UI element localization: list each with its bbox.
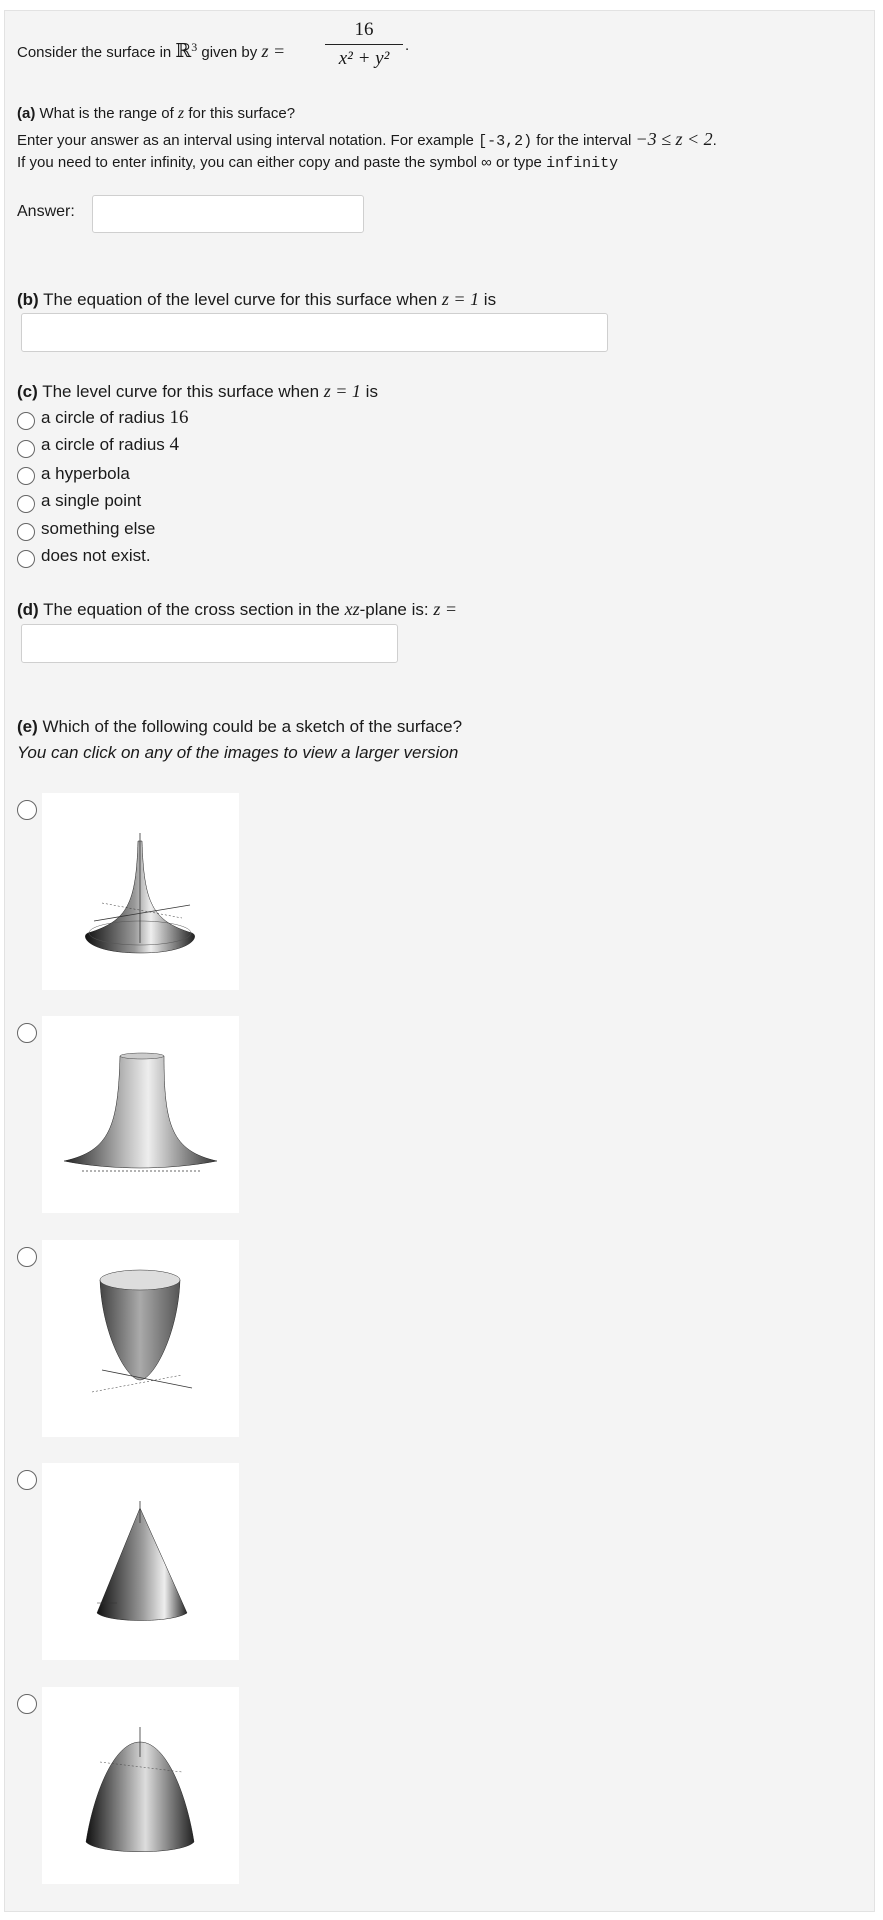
hint1-code: [-3,2) xyxy=(478,133,533,150)
option-text-6: does not exist. xyxy=(41,546,151,565)
part-a-question-post: for this surface? xyxy=(184,105,296,122)
option-radio-6[interactable] xyxy=(17,550,35,568)
fraction-denominator: x² + y² xyxy=(338,48,390,69)
part-c-question-pre: The level curve for this surface when xyxy=(42,382,324,401)
image-radio-1[interactable] xyxy=(17,800,37,820)
surface-image-4[interactable] xyxy=(42,1463,239,1660)
image-radio-4[interactable] xyxy=(17,1470,37,1490)
hint1-end: . xyxy=(712,132,717,149)
part-b-letter: (b) xyxy=(17,290,39,309)
part-e-note: You can click on any of the images to view a larger version xyxy=(17,743,459,762)
part-a-question-pre: What is the range of xyxy=(39,105,178,122)
part-a-hint1 xyxy=(17,129,717,152)
hint2-code: infinity xyxy=(546,155,619,172)
part-e-letter: (e) xyxy=(17,717,38,736)
intro-prefix: Consider the surface in xyxy=(17,44,176,61)
surface-image-1[interactable] xyxy=(42,793,239,990)
option-label-5[interactable] xyxy=(41,518,155,540)
part-d-letter: (d) xyxy=(17,600,39,619)
intro-middle: given by xyxy=(197,44,262,61)
part-d-answer-input[interactable] xyxy=(21,624,398,663)
part-c-question-post: is xyxy=(360,382,378,401)
option-radio-3[interactable] xyxy=(17,467,35,485)
image-radio-2[interactable] xyxy=(17,1023,37,1043)
part-d-question xyxy=(17,599,457,620)
option-radio-1[interactable] xyxy=(17,412,35,430)
part-a-answer-input[interactable] xyxy=(92,195,364,233)
intro-z-eq: z = xyxy=(261,41,286,61)
hint1-pre: Enter your answer as an interval using interval notation. For example xyxy=(17,132,479,149)
option-text-1: a circle of radius xyxy=(41,408,170,427)
option-math-2: 4 xyxy=(169,434,179,455)
surface-image-3[interactable] xyxy=(42,1240,239,1437)
option-label-2[interactable] xyxy=(41,434,179,456)
part-d-question-mid: -plane is: xyxy=(359,600,434,619)
option-text-3: a hyperbola xyxy=(41,464,130,483)
option-label-1[interactable] xyxy=(41,407,189,429)
part-b-math: z = 1 xyxy=(441,289,480,309)
part-b-question-post: is xyxy=(479,290,497,309)
intro-suffix: . xyxy=(405,37,410,54)
part-e-question xyxy=(17,717,462,737)
image-radio-3[interactable] xyxy=(17,1247,37,1267)
hint2-pre: If you need to enter infinity, you can either copy and paste the symbol ∞ or type xyxy=(17,154,547,171)
part-c-letter: (c) xyxy=(17,382,38,401)
space-symbol: ℝ xyxy=(175,41,192,62)
part-b-question-pre: The equation of the level curve for this surface when xyxy=(43,290,442,309)
fraction-numerator: 16 xyxy=(354,19,374,40)
intro-text xyxy=(17,37,285,63)
surface-image-2[interactable] xyxy=(42,1016,239,1213)
part-c-question xyxy=(17,381,378,402)
part-d-plane: xz xyxy=(344,599,360,619)
option-label-6[interactable] xyxy=(41,545,151,567)
option-text-2: a circle of radius xyxy=(41,435,170,454)
part-a-var: z xyxy=(177,105,185,122)
hint1-mid: for the interval xyxy=(532,132,636,149)
part-e-question-text: Which of the following could be a sketch of the surface? xyxy=(42,717,463,736)
option-radio-4[interactable] xyxy=(17,495,35,513)
space-exponent: 3 xyxy=(191,40,198,54)
part-d-question-pre: The equation of the cross section in the xyxy=(43,600,345,619)
option-math-1: 16 xyxy=(169,407,189,428)
option-radio-5[interactable] xyxy=(17,523,35,541)
option-text-5: something else xyxy=(41,519,156,538)
part-a-question xyxy=(17,104,295,124)
part-b-question xyxy=(17,289,496,310)
part-a-hint2 xyxy=(17,153,618,174)
part-d-math: z = xyxy=(433,599,457,619)
intro-fraction xyxy=(325,19,403,70)
option-label-3[interactable] xyxy=(41,463,130,485)
surface-image-5[interactable] xyxy=(42,1687,239,1884)
answer-label: Answer: xyxy=(17,203,75,220)
part-b-answer-input[interactable] xyxy=(21,313,608,352)
part-a-letter: (a) xyxy=(17,105,36,122)
hint1-math: −3 ≤ z < 2 xyxy=(635,129,713,149)
image-radio-5[interactable] xyxy=(17,1694,37,1714)
option-label-4[interactable] xyxy=(41,490,141,512)
part-c-math: z = 1 xyxy=(323,381,361,401)
fraction-bar xyxy=(325,44,403,45)
option-radio-2[interactable] xyxy=(17,440,35,458)
option-text-4: a single point xyxy=(41,491,142,510)
